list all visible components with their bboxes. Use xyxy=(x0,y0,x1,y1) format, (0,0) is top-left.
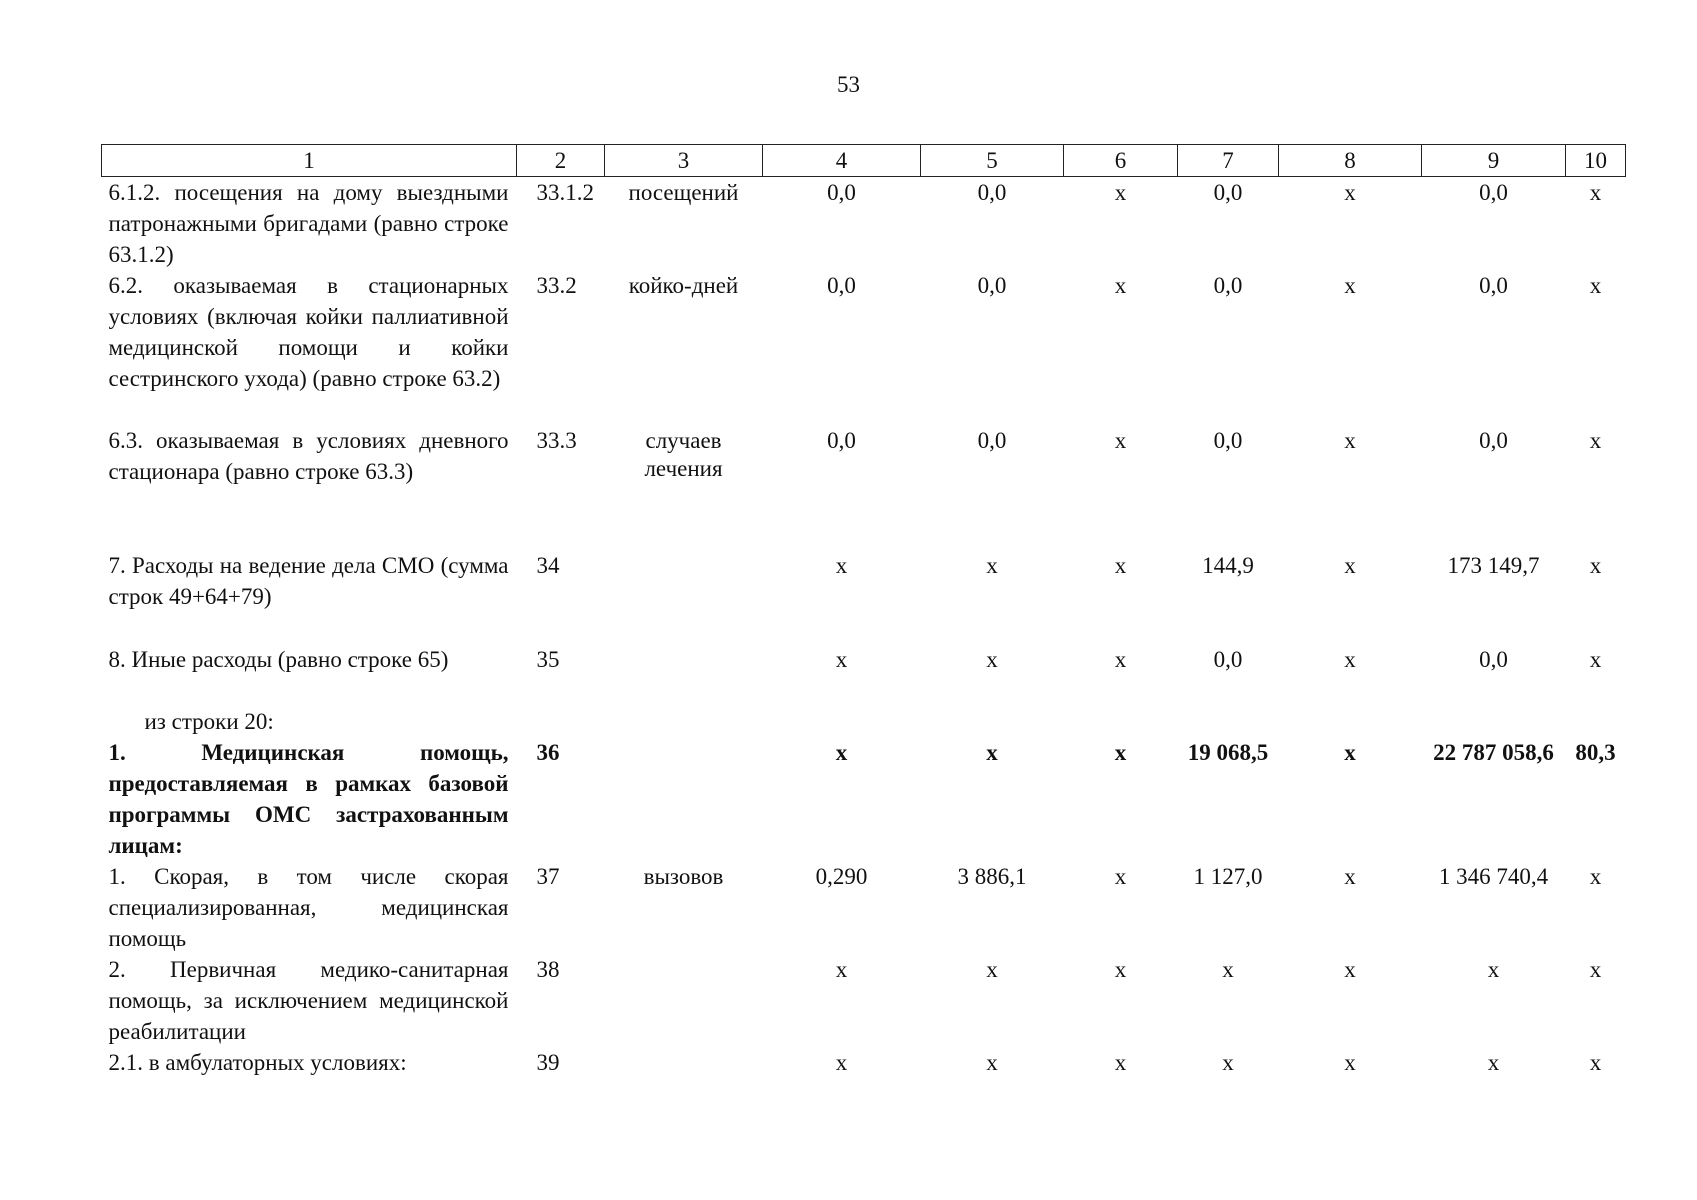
cell-col-4: х xyxy=(835,553,848,578)
cell-col-5: х xyxy=(986,740,998,765)
header-col-4: 4 xyxy=(763,145,921,177)
cell-col-9: 0,0 xyxy=(1479,647,1508,672)
cell-col-6: х xyxy=(1114,428,1127,453)
data-table xyxy=(101,144,1626,1078)
row-label: 7. Расходы на ведение дела СМО (сумма строк 49+64+79) xyxy=(108,553,509,609)
cell-col-9: х xyxy=(1487,1050,1500,1075)
cell-col-8: х xyxy=(1344,957,1356,982)
cell-col-5: 0,0 xyxy=(977,273,1007,298)
header-col-3: 3 xyxy=(605,145,763,177)
row-unit xyxy=(605,1047,763,1078)
cell-col-8: х xyxy=(1344,740,1356,765)
header-col-9: 9 xyxy=(1422,145,1566,177)
cell-col-7: 0,0 xyxy=(1213,180,1243,205)
cell-col-4: 0,0 xyxy=(827,180,856,205)
row-code: 35 xyxy=(536,647,560,672)
section-label: из строки 20: xyxy=(144,709,274,734)
header-col-10: 10 xyxy=(1566,145,1626,177)
cell-col-9: х xyxy=(1487,957,1500,982)
cell-col-4: х xyxy=(835,740,848,765)
cell-col-5: х xyxy=(986,1050,998,1075)
cell-col-10: х xyxy=(1589,273,1602,298)
cell-col-9: 0,0 xyxy=(1479,273,1508,298)
row-label: 8. Иные расходы (равно строке 65) xyxy=(108,647,449,672)
section-row xyxy=(102,706,1626,737)
cell-col-9: 0,0 xyxy=(1479,180,1508,205)
cell-col-9: 173 149,7 xyxy=(1447,553,1540,578)
row-code: 38 xyxy=(536,957,560,982)
cell-col-10: х xyxy=(1589,180,1602,205)
row-label: 2. Первичная медико-санитарная помощь, за исключением медицинской реабилитации xyxy=(108,957,509,1044)
table-row xyxy=(102,550,1626,644)
header-col-6: 6 xyxy=(1064,145,1178,177)
cell-col-6: х xyxy=(1114,957,1127,982)
cell-col-10: х xyxy=(1589,428,1602,453)
row-code: 34 xyxy=(536,553,560,578)
row-label: 6.3. оказываемая в условиях дневного стационара (равно строке 63.3) xyxy=(108,428,509,484)
cell-col-4: 0,0 xyxy=(827,428,856,453)
cell-col-5: 0,0 xyxy=(977,428,1007,453)
cell-col-8: х xyxy=(1344,180,1356,205)
table-row xyxy=(102,270,1626,425)
cell-col-7: х xyxy=(1222,1050,1234,1075)
cell-col-6: х xyxy=(1114,1050,1127,1075)
row-unit xyxy=(605,737,763,861)
cell-col-8: х xyxy=(1344,647,1356,672)
row-code: 37 xyxy=(536,864,560,889)
cell-col-4: х xyxy=(835,1050,848,1075)
row-label: 6.1.2. посещения на дому выездными патронажными бригадами (равно строке 63.1.2) xyxy=(108,180,509,267)
row-unit: посещений xyxy=(628,180,739,205)
header-col-7: 7 xyxy=(1178,145,1279,177)
cell-col-4: х xyxy=(835,647,848,672)
row-code: 33.3 xyxy=(536,428,577,453)
header-row xyxy=(102,145,1626,177)
cell-col-5: х xyxy=(986,647,998,672)
cell-col-10: х xyxy=(1589,553,1602,578)
cell-col-9: 0,0 xyxy=(1479,428,1508,453)
cell-col-6: х xyxy=(1114,740,1127,765)
cell-col-7: 0,0 xyxy=(1213,428,1243,453)
cell-col-5: х xyxy=(986,957,998,982)
table-row xyxy=(102,737,1626,861)
cell-col-6: х xyxy=(1114,180,1127,205)
cell-col-8: х xyxy=(1344,553,1356,578)
table-row xyxy=(102,861,1626,954)
cell-col-8: х xyxy=(1344,1050,1356,1075)
cell-col-6: х xyxy=(1114,647,1127,672)
cell-col-6: х xyxy=(1114,273,1127,298)
row-unit: койко-дней xyxy=(628,273,739,298)
table-row xyxy=(102,644,1626,706)
header-col-8: 8 xyxy=(1279,145,1422,177)
cell-col-9: 1 346 740,4 xyxy=(1438,864,1549,889)
table-row xyxy=(102,425,1626,550)
page-number: 53 xyxy=(837,72,860,97)
cell-col-9: 22 787 058,6 xyxy=(1433,740,1554,765)
cell-col-7: 1 127,0 xyxy=(1193,864,1263,889)
header-col-1: 1 xyxy=(102,145,517,177)
cell-col-6: х xyxy=(1114,553,1127,578)
cell-col-10: х xyxy=(1589,1050,1602,1075)
header-col-5: 5 xyxy=(921,145,1064,177)
cell-col-7: х xyxy=(1222,957,1234,982)
row-unit: вызовов xyxy=(643,864,724,889)
row-code: 33.2 xyxy=(536,273,577,298)
cell-col-7: 0,0 xyxy=(1213,273,1243,298)
row-unit xyxy=(605,550,763,644)
cell-col-4: 0,0 xyxy=(827,273,856,298)
cell-col-8: х xyxy=(1344,864,1356,889)
cell-col-8: х xyxy=(1344,428,1356,453)
cell-col-7: 19 068,5 xyxy=(1187,740,1269,765)
row-unit xyxy=(605,954,763,1047)
cell-col-10: х xyxy=(1589,864,1602,889)
cell-col-5: 0,0 xyxy=(977,180,1007,205)
row-unit: случаев лечения xyxy=(644,428,723,481)
cell-col-7: 144,9 xyxy=(1202,553,1254,578)
cell-col-4: 0,290 xyxy=(815,864,868,889)
cell-col-6: х xyxy=(1114,864,1127,889)
cell-col-10: х xyxy=(1589,647,1602,672)
cell-col-7: 0,0 xyxy=(1213,647,1243,672)
row-code: 36 xyxy=(536,740,560,765)
row-code: 33.1.2 xyxy=(536,180,594,205)
cell-col-4: х xyxy=(835,957,848,982)
table-row xyxy=(102,177,1626,271)
cell-col-10: х xyxy=(1589,957,1602,982)
cell-col-8: х xyxy=(1344,273,1356,298)
row-label: 6.2. оказываемая в стационарных условиях (включая койки паллиативной медицинской помощи и койки сестринского ухода) (равно строке 63.2) xyxy=(108,273,509,391)
row-label: 1. Скорая, в том числе скорая специализированная, медицинская помощь xyxy=(108,864,509,951)
row-unit xyxy=(605,644,763,706)
header-col-2: 2 xyxy=(517,145,605,177)
row-label: 1. Медицинская помощь, предоставляемая в рамках базовой программы ОМС застрахованным лицам: xyxy=(108,740,509,858)
cell-col-5: 3 886,1 xyxy=(957,864,1027,889)
table-row xyxy=(102,954,1626,1047)
cell-col-10: 80,3 xyxy=(1575,740,1616,765)
table-row xyxy=(102,1047,1626,1078)
cell-col-5: х xyxy=(986,553,998,578)
row-label: 2.1. в амбулаторных условиях: xyxy=(108,1050,407,1075)
row-code: 39 xyxy=(536,1050,560,1075)
